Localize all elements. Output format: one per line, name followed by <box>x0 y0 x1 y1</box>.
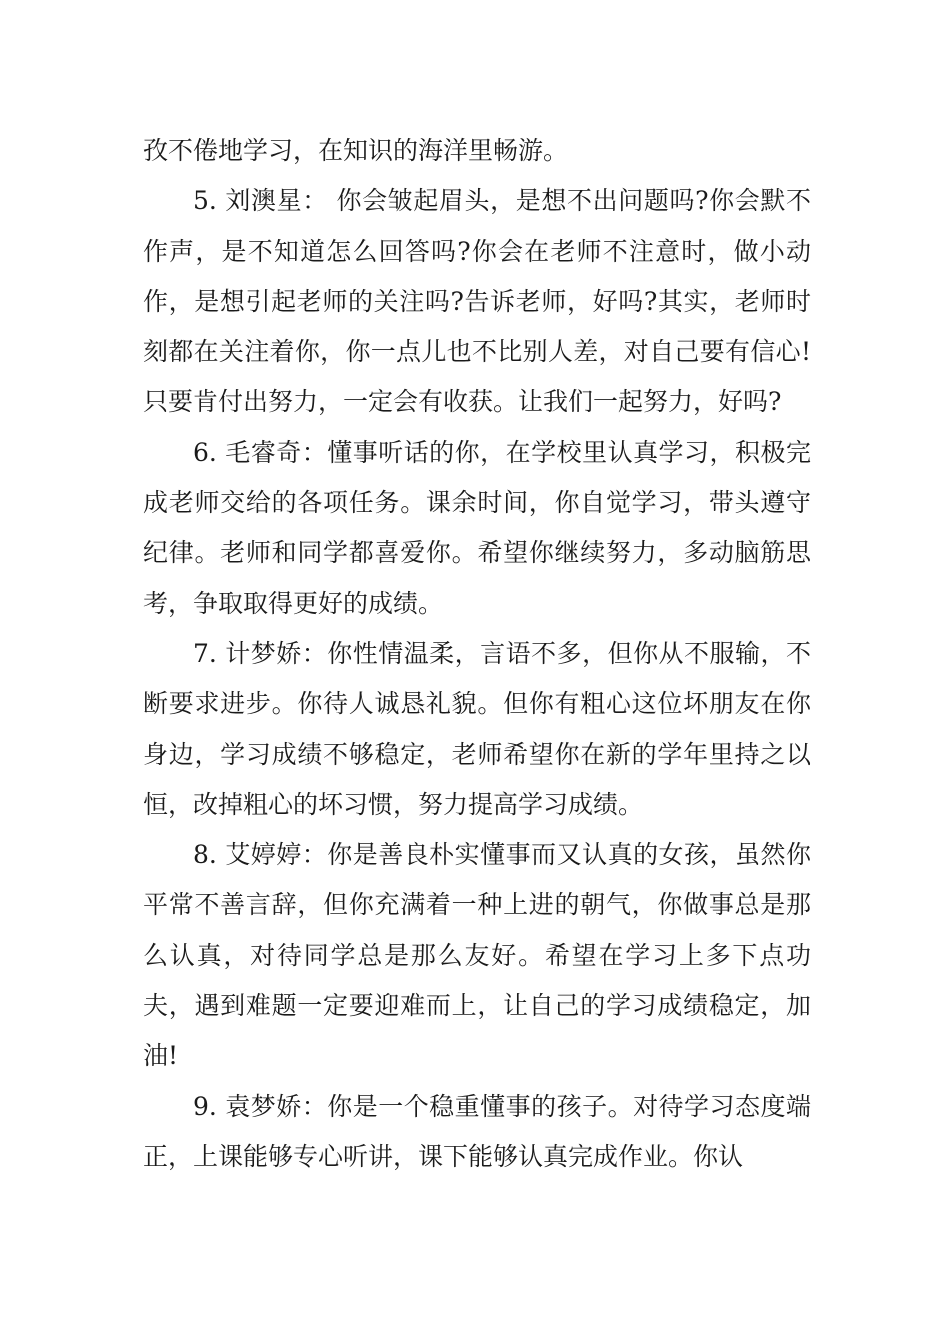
paragraph-continuation: 孜不倦地学习，在知识的海洋里畅游。 <box>143 136 569 165</box>
paragraph-comment-5: 5. 刘澳星： 你会皱起眉头，是想不出问题吗?你会默不作声，是不知道怎么回答吗?你会在老师不注意时，做小动作，是想引起老师的关注吗?告诉老师，好吗?其实，老师时刻都在关注着你，你一点儿也不比别人差，对自己要有信心!只要肯付出努力，一定会有收获。让我们一起努力，好吗? <box>143 186 811 417</box>
paragraph-comment-9: 9. 袁梦娇：你是一个稳重懂事的孩子。对待学习态度端正，上课能够专心听讲，课下能够认真完成作业。你认 <box>143 1091 811 1171</box>
paragraph-comment-6: 6. 毛睿奇：懂事听话的你，在学校里认真学习，积极完成老师交给的各项任务。课余时间，你自觉学习，带头遵守纪律。老师和同学都喜爱你。希望你继续努力，多动脑筋思考，争取取得更好的成绩。 <box>143 437 811 618</box>
paragraph-comment-7: 7. 计梦娇：你性情温柔，言语不多，但你从不服输，不断要求进步。你待人诚恳礼貌。但你有粗心这位坏朋友在你身边，学习成绩不够稳定，老师希望你在新的学年里持之以恒，改掉粗心的坏习惯，努力提高学习成绩。 <box>143 638 811 819</box>
document-body <box>143 126 811 1182</box>
paragraph-comment-8: 8. 艾婷婷：你是善良朴实懂事而又认真的女孩，虽然你平常不善言辞，但你充满着一种上进的朝气，你做事总是那么认真，对待同学总是那么友好。希望在学习上多下点功夫，遇到难题一定要迎难而上，让自己的学习成绩稳定，加油! <box>143 840 811 1071</box>
